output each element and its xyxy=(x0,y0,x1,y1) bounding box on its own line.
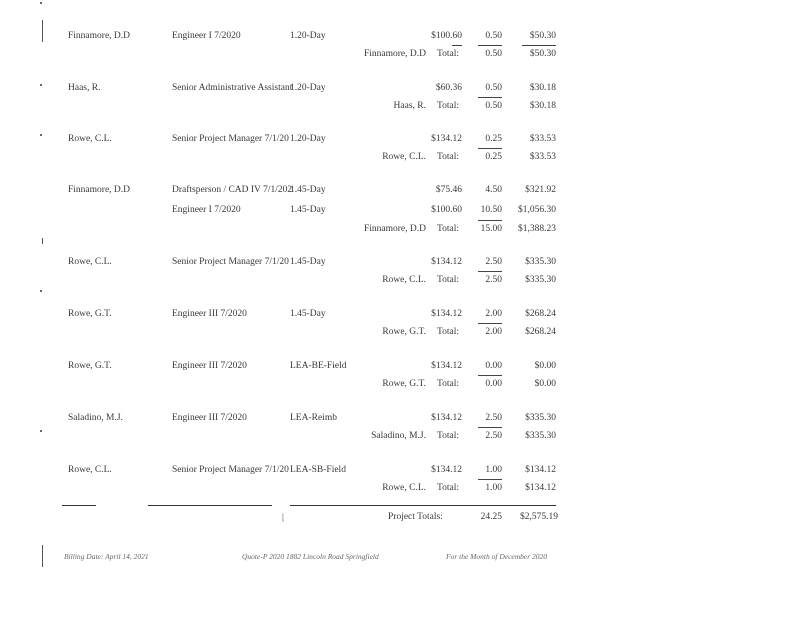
phase: LEA-SB-Field xyxy=(290,465,346,475)
subtotal-label: Total: xyxy=(437,275,460,285)
employee-name: Haas, R. xyxy=(68,83,101,93)
subtotal-label: Total: xyxy=(437,379,460,389)
phase: 1.20-Day xyxy=(290,31,326,41)
entry-block xyxy=(0,30,800,78)
employee-name: Rowe, C.L. xyxy=(68,257,112,267)
job-title: Draftsperson / CAD IV 7/1/202 xyxy=(172,185,293,195)
tick-mark: | xyxy=(282,513,284,523)
subtotal-amount: $33.53 xyxy=(529,152,556,162)
entry-block xyxy=(0,82,800,130)
amount: $134.12 xyxy=(525,465,556,475)
job-title: Engineer III 7/2020 xyxy=(172,413,247,423)
employee-name: Rowe, C.L. xyxy=(68,465,112,475)
hours: 1.00 xyxy=(485,465,502,475)
employee-name: Rowe, G.T. xyxy=(68,361,112,371)
subtotal-label: Total: xyxy=(437,483,460,493)
job-title: Engineer I 7/2020 xyxy=(172,205,241,215)
rate: $134.12 xyxy=(431,134,462,144)
rate: $134.12 xyxy=(431,361,462,371)
subtotal-hours: 0.50 xyxy=(485,49,502,59)
amount: $1,056.30 xyxy=(518,205,556,215)
rate: $60.36 xyxy=(435,83,462,93)
subtotal-hours: 0.00 xyxy=(485,379,502,389)
project-name: Quote-P 2020 1882 Lincoln Road Springfield xyxy=(242,552,379,561)
rate: $100.60 xyxy=(431,31,462,41)
project-totals-hours: 24.25 xyxy=(480,512,502,522)
subtotal-amount: $1,388.23 xyxy=(518,224,556,234)
subtotal-label: Total: xyxy=(437,152,460,162)
subtotal-rule xyxy=(478,97,502,98)
subtotal-amount: $268.24 xyxy=(525,327,556,337)
hours: 0.25 xyxy=(485,134,502,144)
amount: $50.30 xyxy=(529,31,556,41)
entry-block xyxy=(0,256,800,304)
rate: $134.12 xyxy=(431,257,462,267)
subtotal-amount: $335.30 xyxy=(525,431,556,441)
phase: 1.20-Day xyxy=(290,83,326,93)
entry-block xyxy=(0,412,800,460)
job-title: Senior Administrative Assistant xyxy=(172,83,293,93)
entry-block xyxy=(0,360,800,408)
subtotal-hours: 15.00 xyxy=(480,224,502,234)
job-title: Senior Project Manager 7/1/20 xyxy=(172,134,289,144)
subtotal-rule xyxy=(478,148,502,149)
subtotal-rule xyxy=(478,375,502,376)
subtotal-rule xyxy=(452,45,462,46)
amount: $33.53 xyxy=(529,134,556,144)
subtotal-rule xyxy=(522,45,556,46)
phase: 1.45-Day xyxy=(290,185,326,195)
subtotal-name: Rowe, G.T. xyxy=(382,379,426,389)
subtotal-name: Haas, R. xyxy=(393,101,426,111)
subtotal-amount: $0.00 xyxy=(534,379,556,389)
job-title: Engineer III 7/2020 xyxy=(172,309,247,319)
amount: $335.30 xyxy=(525,257,556,267)
rate: $75.46 xyxy=(435,185,462,195)
amount: $0.00 xyxy=(534,361,556,371)
job-title: Senior Project Manager 7/1/20 xyxy=(172,257,289,267)
amount: $321.92 xyxy=(525,185,556,195)
margin-mark xyxy=(42,545,43,567)
subtotal-amount: $134.12 xyxy=(525,483,556,493)
subtotal-name: Rowe, C.L. xyxy=(382,152,426,162)
phase: 1.45-Day xyxy=(290,205,326,215)
entry-block xyxy=(0,308,800,356)
subtotal-name: Saladino, M.J. xyxy=(371,431,426,441)
hours: 4.50 xyxy=(485,185,502,195)
subtotal-label: Total: xyxy=(437,431,460,441)
subtotal-name: Rowe, C.L. xyxy=(382,275,426,285)
subtotal-hours: 2.50 xyxy=(485,431,502,441)
employee-name: Finnamore, D.D xyxy=(68,185,131,195)
hours: 0.00 xyxy=(485,361,502,371)
billing-date: Billing Date: April 14, 2021 xyxy=(64,552,149,561)
hours: 2.50 xyxy=(485,413,502,423)
phase: LEA-Reimb xyxy=(290,413,337,423)
subtotal-rule xyxy=(478,323,502,324)
amount: $30.18 xyxy=(529,83,556,93)
hours: 2.50 xyxy=(485,257,502,267)
job-title: Engineer I 7/2020 xyxy=(172,31,241,41)
totals-rule xyxy=(148,505,272,506)
phase: LEA-BE-Field xyxy=(290,361,347,371)
amount: $335.30 xyxy=(525,413,556,423)
project-totals-label: Project Totals: xyxy=(388,512,443,522)
employee-name: Saladino, M.J. xyxy=(68,413,123,423)
subtotal-hours: 2.50 xyxy=(485,275,502,285)
subtotal-name: Rowe, C.L. xyxy=(382,483,426,493)
subtotal-label: Total: xyxy=(437,327,460,337)
subtotal-hours: 1.00 xyxy=(485,483,502,493)
subtotal-rule xyxy=(478,220,502,221)
subtotal-label: Total: xyxy=(437,101,460,111)
subtotal-amount: $50.30 xyxy=(529,49,556,59)
subtotal-label: Total: xyxy=(437,49,460,59)
job-title: Engineer III 7/2020 xyxy=(172,361,247,371)
subtotal-rule xyxy=(478,271,502,272)
subtotal-rule xyxy=(478,479,502,480)
subtotal-label: Total: xyxy=(437,224,460,234)
totals-rule xyxy=(62,505,96,506)
hours: 0.50 xyxy=(485,83,502,93)
amount: $268.24 xyxy=(525,309,556,319)
subtotal-name: Finnamore, D.D xyxy=(363,49,426,59)
billing-period: For the Month of December 2020 xyxy=(446,552,548,561)
hours: 10.50 xyxy=(480,205,502,215)
subtotal-name: Rowe, G.T. xyxy=(382,327,426,337)
subtotal-hours: 0.50 xyxy=(485,101,502,111)
subtotal-amount: $335.30 xyxy=(525,275,556,285)
hours: 0.50 xyxy=(485,31,502,41)
subtotal-hours: 0.25 xyxy=(485,152,502,162)
subtotal-rule xyxy=(478,45,502,46)
entry-block xyxy=(0,133,800,181)
job-title: Senior Project Manager 7/1/20 xyxy=(172,465,289,475)
subtotal-name: Finnamore, D.D xyxy=(363,224,426,234)
rate: $100.60 xyxy=(431,205,462,215)
rate: $134.12 xyxy=(431,309,462,319)
subtotal-rule xyxy=(478,427,502,428)
entry-block xyxy=(0,184,800,244)
totals-rule xyxy=(290,505,556,506)
phase: 1.45-Day xyxy=(290,257,326,267)
employee-name: Rowe, G.T. xyxy=(68,309,112,319)
scan-speck xyxy=(40,2,42,4)
employee-name: Rowe, C.L. xyxy=(68,134,112,144)
rate: $134.12 xyxy=(431,465,462,475)
phase: 1.20-Day xyxy=(290,134,326,144)
subtotal-amount: $30.18 xyxy=(529,101,556,111)
rate: $134.12 xyxy=(431,413,462,423)
employee-name: Finnamore, D.D xyxy=(68,31,131,41)
phase: 1.45-Day xyxy=(290,309,326,319)
subtotal-hours: 2.00 xyxy=(485,327,502,337)
project-totals-amount: $2,575.19 xyxy=(520,512,558,522)
hours: 2.00 xyxy=(485,309,502,319)
